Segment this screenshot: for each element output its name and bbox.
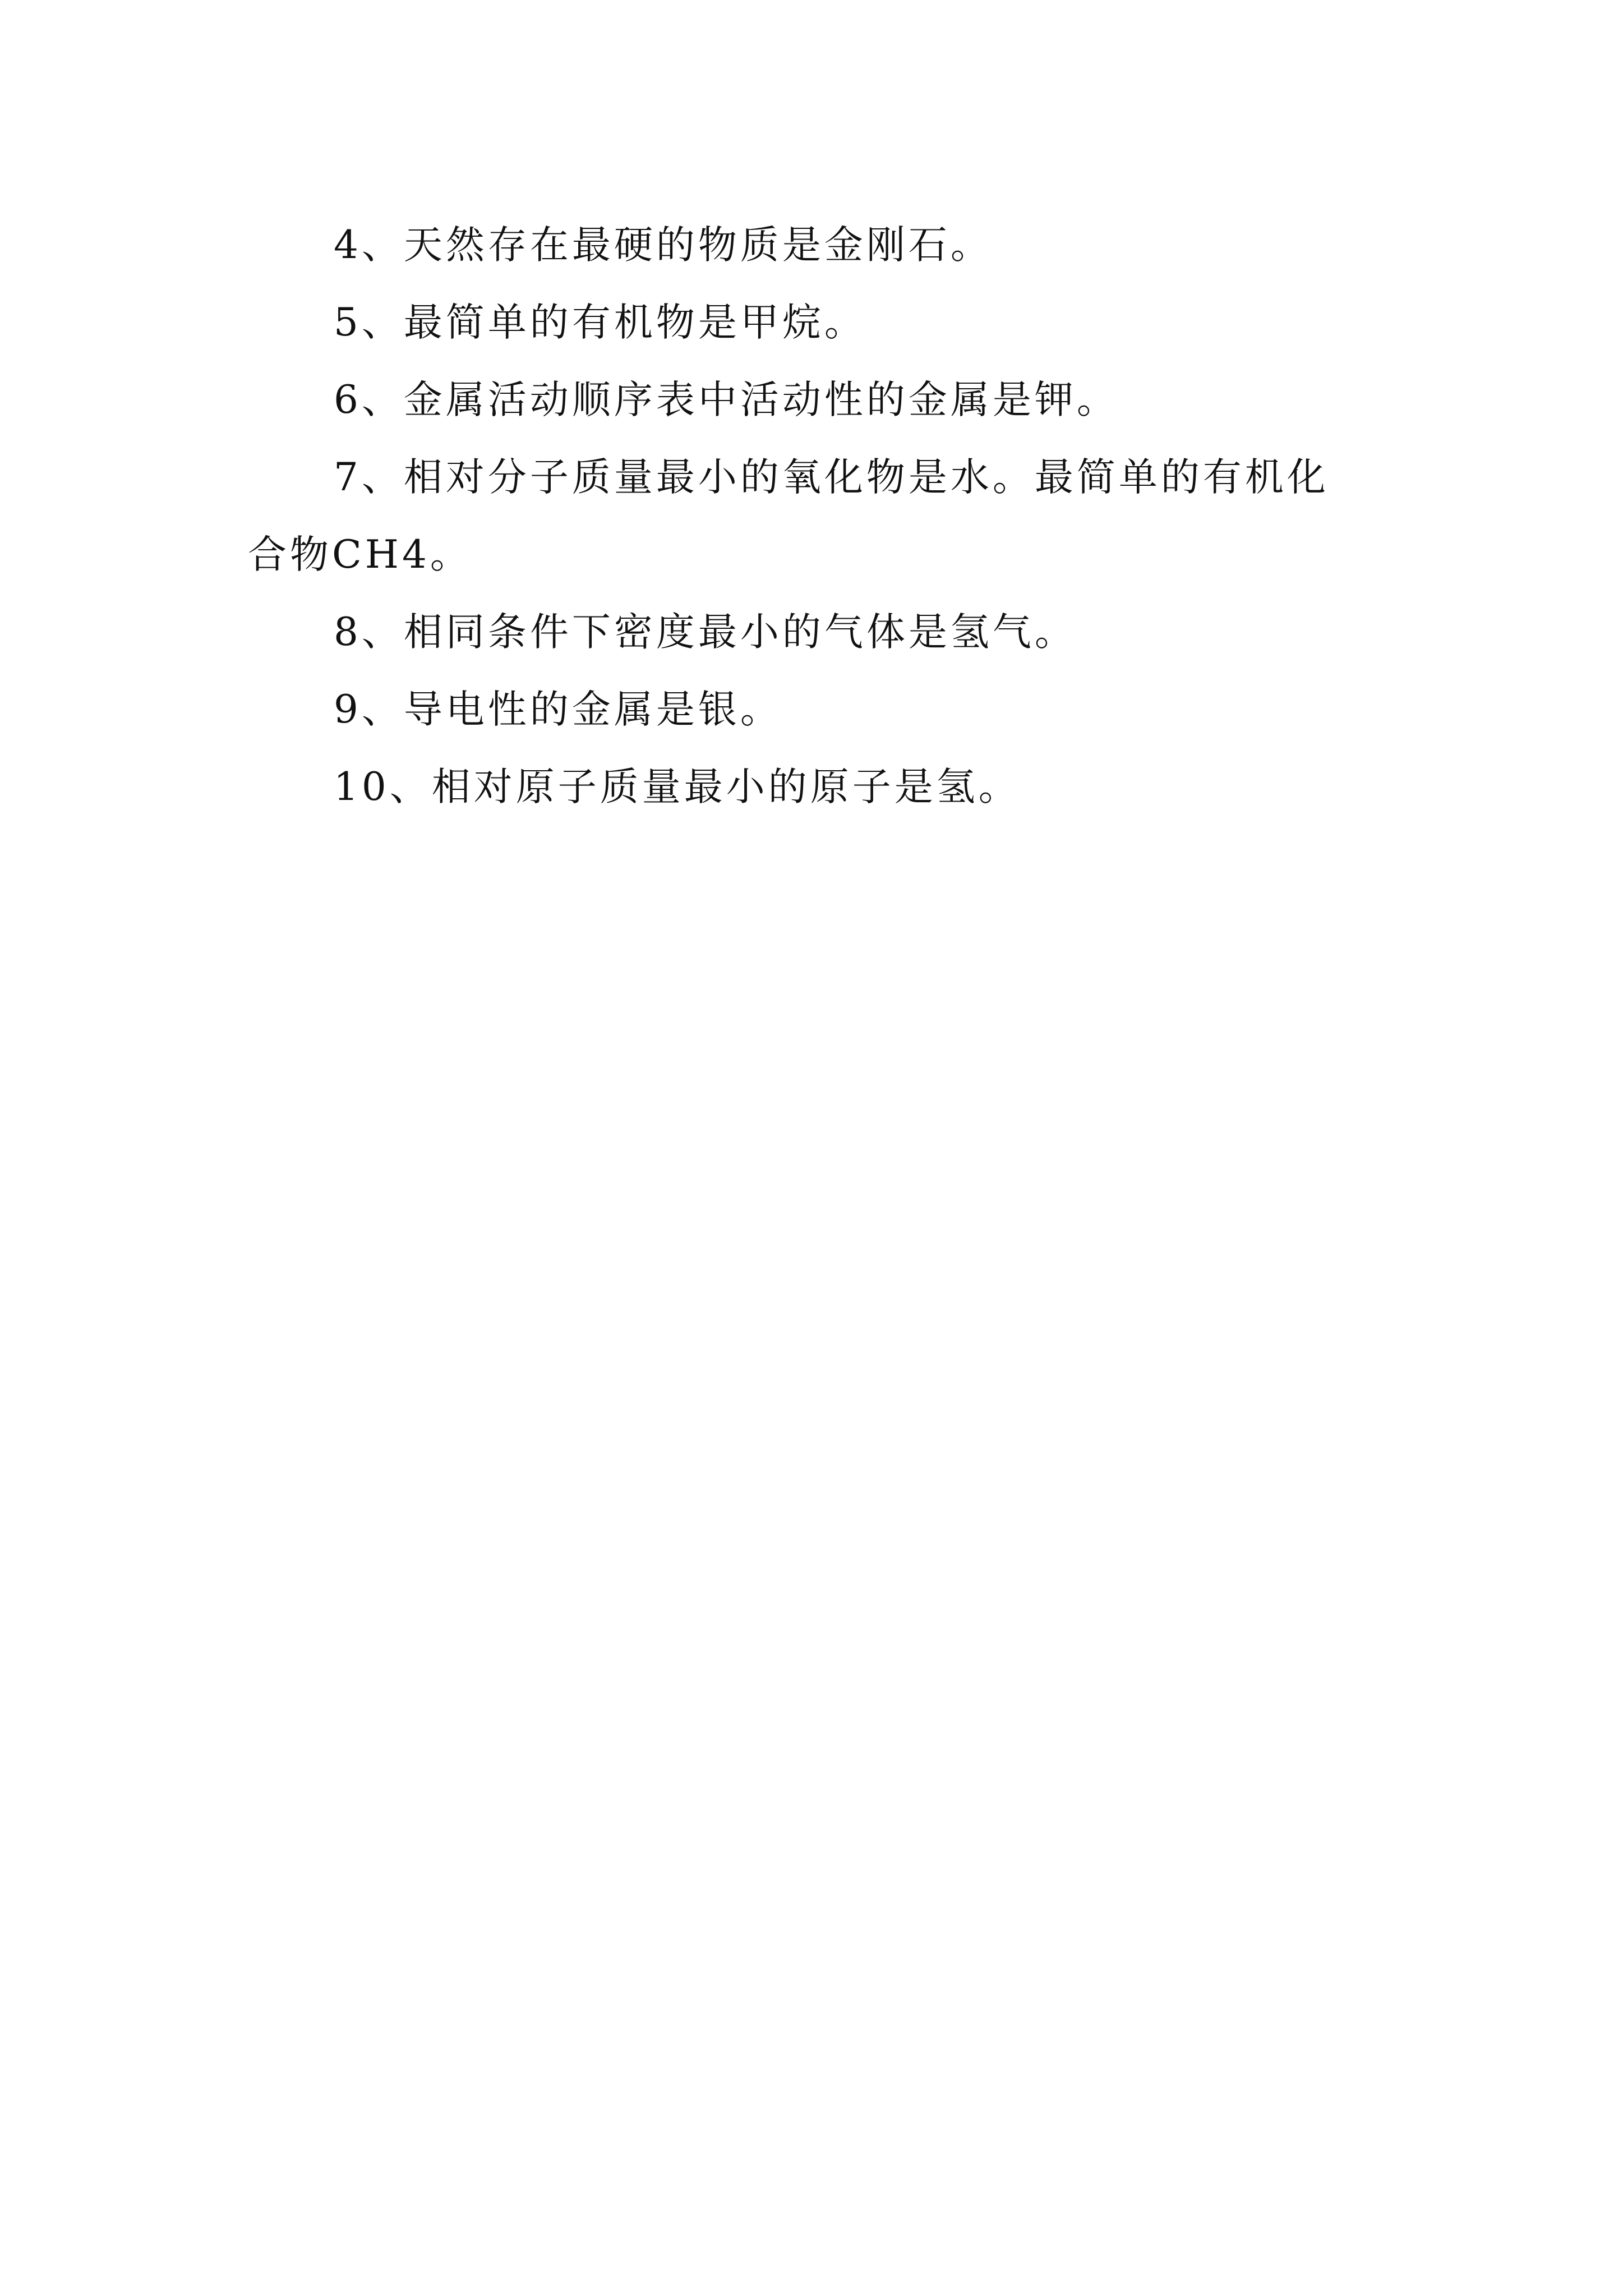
paragraph-4: 4、天然存在最硬的物质是金刚石。: [334, 223, 993, 268]
paragraph-7: [248, 439, 1392, 593]
paragraph-6: 6、金属活动顺序表中活动性的金属是钾。: [334, 378, 1119, 422]
document-body: [248, 206, 1392, 826]
paragraph-7-line-2: 合物CH4。: [248, 532, 472, 577]
paragraph-5: 5、最简单的有机物是甲烷。: [334, 300, 866, 345]
paragraph-9: 9、导电性的金属是银。: [334, 687, 782, 732]
paragraph-8: 8、相同条件下密度最小的气体是氢气。: [334, 610, 1077, 655]
paragraph-7-line-1: 7、相对分子质量最小的氧化物是水。最简单的有机化: [334, 455, 1329, 500]
paragraph-10: 10、相对原子质量最小的原子是氢。: [334, 765, 1021, 809]
